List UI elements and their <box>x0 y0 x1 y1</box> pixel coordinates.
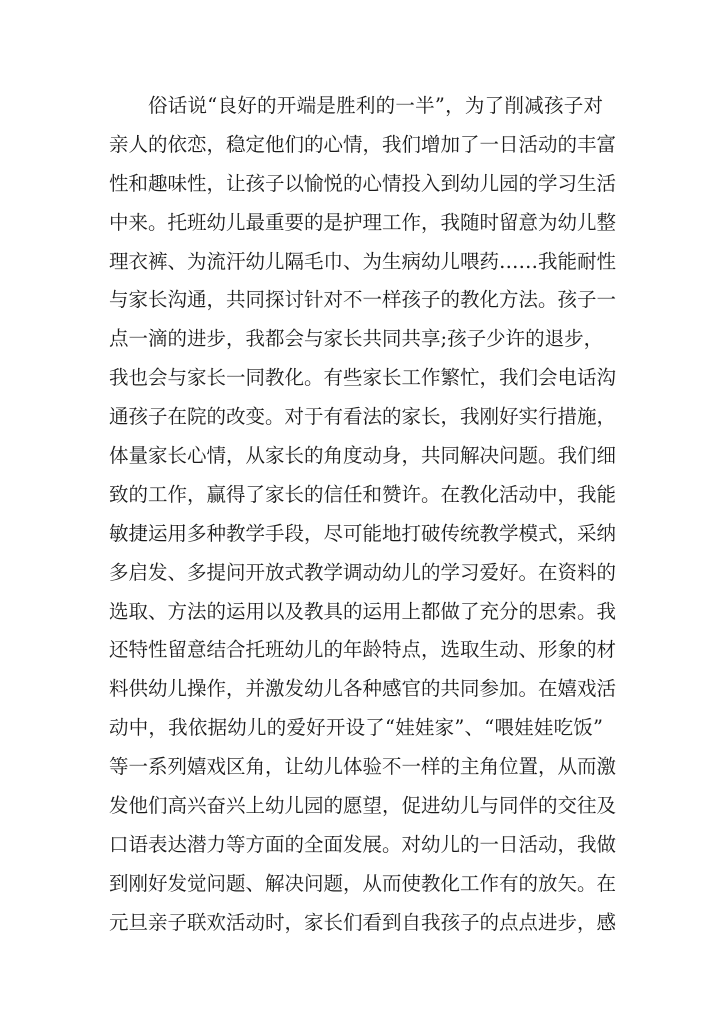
paragraph-line: 还特性留意结合托班幼儿的年龄特点，选取生动、形象的材 <box>109 638 617 662</box>
paragraph-line: 动中，我依据幼儿的爱好开设了“娃娃家”、“喂娃娃吃饭” <box>109 716 603 740</box>
body-paragraph <box>109 87 617 943</box>
paragraph-line: 理衣裤、为流汗幼儿隔毛巾、为生病幼儿喂药……我能耐性 <box>109 249 617 273</box>
paragraph-line: 料供幼儿操作，并激发幼儿各种感官的共同参加。在嬉戏活 <box>109 677 617 701</box>
paragraph-line: 亲人的依恋，稳定他们的心情，我们增加了一日活动的丰富 <box>109 132 617 156</box>
paragraph-line: 中来。托班幼儿最重要的是护理工作，我随时留意为幼儿整 <box>109 210 617 234</box>
paragraph-line: 选取、方法的运用以及教具的运用上都做了充分的思索。我 <box>109 599 617 623</box>
paragraph-line: 通孩子在院的改变。对于有看法的家长，我刚好实行措施， <box>109 405 617 429</box>
paragraph-line: 口语表达潜力等方面的全面发展。对幼儿的一日活动，我做 <box>109 832 617 856</box>
paragraph-line: 我也会与家长一同教化。有些家长工作繁忙，我们会电话沟 <box>109 366 617 390</box>
paragraph-line: 体量家长心情，从家长的角度动身，共同解决问题。我们细 <box>109 444 617 468</box>
paragraph-line: 发他们高兴奋兴上幼儿园的愿望，促进幼儿与同伴的交往及 <box>109 794 617 818</box>
paragraph-line: 俗话说“良好的开端是胜利的一半”，为了削减孩子对 <box>148 94 603 117</box>
paragraph-line: 敏捷运用多种教学手段，尽可能地打破传统教学模式，采纳 <box>109 521 617 545</box>
paragraph-line: 与家长沟通，共同探讨针对不一样孩子的教化方法。孩子一 <box>109 288 617 312</box>
paragraph-line: 元旦亲子联欢活动时，家长们看到自我孩子的点点进步，感 <box>109 910 617 934</box>
paragraph-line: 多启发、多提问开放式教学调动幼儿的学习爱好。在资料的 <box>109 560 617 584</box>
paragraph-line: 到刚好发觉问题、解决问题，从而使教化工作有的放矢。在 <box>109 871 617 895</box>
paragraph-line: 性和趣味性，让孩子以愉悦的心情投入到幼儿园的学习生活 <box>109 171 617 195</box>
paragraph-line: 等一系列嬉戏区角，让幼儿体验不一样的主角位置，从而激 <box>109 755 617 779</box>
paragraph-line: 致的工作，赢得了家长的信任和赞许。在教化活动中，我能 <box>109 482 617 506</box>
paragraph-line: 点一滴的进步，我都会与家长共同共享;孩子少许的退步， <box>109 327 604 351</box>
